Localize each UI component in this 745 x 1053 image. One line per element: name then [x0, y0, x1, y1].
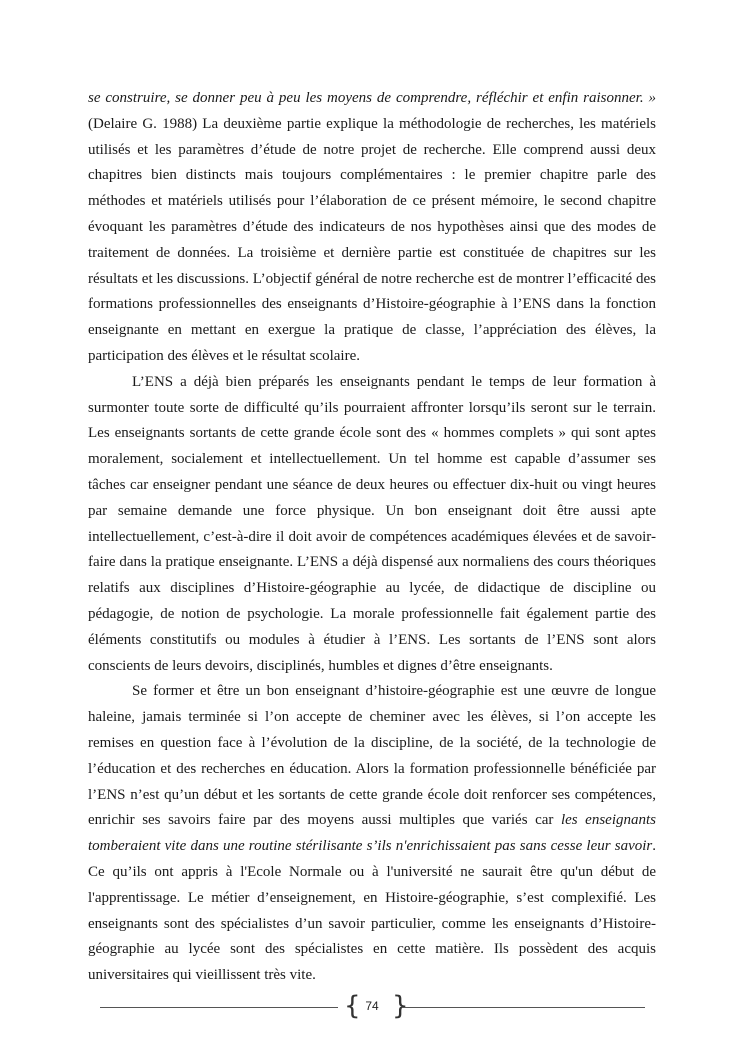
paragraph-2: [88, 370, 656, 680]
text-segment: (Delaire G. 1988) La deuxième partie explique la méthodologie de recherches, les matériels utilisés et les paramètres d’étude de notre projet de recherche. Elle comprend aussi deux chapitres bien distincts mais toujours complémentaires : le premier chapitre parle des méthodes et matériels utilisés pour l’élaboration de ce présent mémoire, le second chapitre évoquant les paramètres d’étude des indicateurs de nos hypothèses ainsi que des modes de traitement de données. La troisième et dernière partie est constituée de chapitres sur les résultats et les discussions. L’objectif général de notre recherche est de montrer l’efficacité des formations professionnelles des enseignants d’Histoire-géographie à l’ENS dans la fonction enseignante en mettant en exergue la pratique de classe, l’appréciation des élèves, la participation des élèves et le résultat scolaire.: [88, 115, 656, 364]
paragraph-3: [88, 679, 656, 989]
page-body: [88, 86, 656, 989]
text-segment: Se former et être un bon enseignant d’histoire-géographie est une œuvre de longue haleine, jamais terminée si l’on accepte de cheminer avec les élèves, si l’on accepte les remises en question face à l’évolution de la discipline, de la société, de la technologie de l’éducation et des recherches en éducation. Alors la formation professionnelle bénéficiée par l’ENS n’est qu’un début et les sortants de cette grande école doit renforcer ses compétences, enrichir ses savoirs faire par des moyens aussi multiples que variés car: [88, 683, 656, 829]
page-footer: [100, 993, 645, 1023]
italic-citation: les enseignants tomberaient vite dans une routine stérilisante s’ils n'enrichissaient pas sans cesse leur savoir: [88, 812, 656, 855]
text-segment: . Ce qu’ils ont appris à l'Ecole Normale ou à l'université ne saurait être qu'un début de l'apprentissage. Le métier d’enseignement, en Histoire-géographie, s’est complexifié. Les enseignants sont des spécialistes d’un savoir particulier, comme les enseignants d’Histoire-géographie au lycée sont des spécialistes en cette matière. Ils possèdent des acquis universitaires qui vieillissent très vite.: [88, 838, 656, 984]
quote-fragment: se construire, se donner peu à peu les moyens de comprendre, réfléchir et enfin raisonner. »: [88, 90, 656, 106]
text-segment: L’ENS a déjà bien préparés les enseignants pendant le temps de leur formation à surmonter toute sorte de difficulté qu’ils pourraient affronter lorsqu’ils seront sur le terrain. Les enseignants sortants de cette grande école sont des « hommes complets » qui sont aptes moralement, socialement et intellectuellement. Un tel homme est capable d’assumer ses tâches car enseigner pendant une séance de deux heures ou effectuer dix-huit ou vingt heures par semaine demande une force physique. Un bon enseignant doit être aussi apte intellectuellement, c’est-à-dire il doit avoir de compétences académiques élevées et de savoir-faire dans la pratique enseignante. L’ENS a déjà dispensé aux normaliens des cours théoriques relatifs aux disciplines d’Histoire-géographie au lycée, de didactique de discipline ou pédagogie, de notion de psychologie. La morale professionnelle fait également partie des éléments constitutifs ou modules à étudier à l’ENS. Les sortants de l’ENS sont alors conscients de leurs devoirs, disciplinés, humbles et dignes d’être enseignants.: [88, 373, 656, 674]
page-number: 74: [365, 999, 379, 1013]
left-brace-decoration: {: [344, 991, 361, 1021]
right-brace-decoration: }: [392, 991, 409, 1021]
footer-rule-right: [402, 1007, 645, 1008]
footer-rule-left: [100, 1007, 338, 1008]
paragraph-1: [88, 86, 656, 370]
